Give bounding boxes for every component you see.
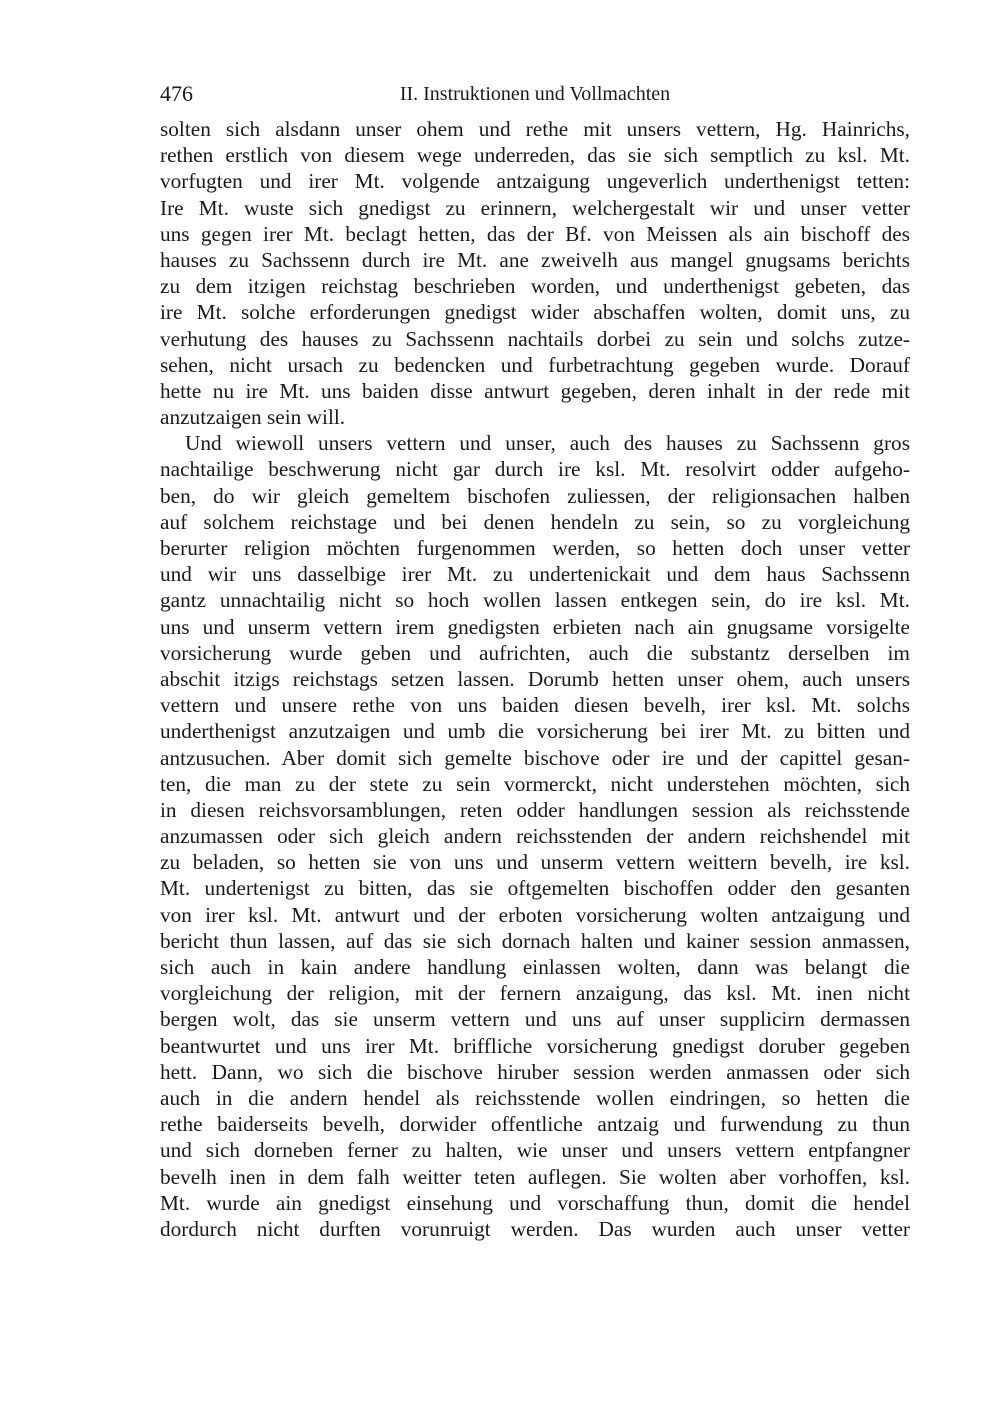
text-line: Mt. undertenigst zu bitten, das sie oftgemelten bischoffen odder den gesanten (160, 876, 910, 901)
text-line: vorfugten und irer Mt. volgende antzaigung ungeverlich underthenigst tetten: (160, 169, 910, 194)
paragraphs (160, 116, 910, 1242)
text-line: von irer ksl. Mt. antwurt und der erboten vorsicherung wolten antzaigung und (160, 902, 910, 927)
text-line: bergen wolt, das sie unserm vettern und uns auf unser supplicirn dermassen (160, 1007, 910, 1032)
text-line: ten, die man zu der stete zu sein vormerckt, nicht understehen möchten, sich (160, 771, 910, 796)
text-line: zu dem itzigen reichstag beschrieben worden, und underthenigst gebeten, das (160, 274, 910, 299)
running-header (160, 80, 910, 108)
page-number: 476 (160, 81, 193, 106)
text-line: sehen, nicht ursach zu bedencken und furbetrachtung gegeben wurde. Dorauf (160, 352, 910, 377)
text-line: hette nu ire Mt. uns baiden disse antwurt gegeben, deren inhalt in der rede mit (160, 378, 910, 403)
text-line: nachtailige beschwerung nicht gar durch ire ksl. Mt. resolvirt odder aufgeho- (160, 457, 910, 482)
running-title: II. Instruktionen und Vollmachten (399, 83, 671, 105)
text-line: antzusuchen. Aber domit sich gemelte bischove oder ire und der capittel gesan- (160, 745, 910, 770)
text-line: und wir uns dasselbige irer Mt. zu undertenickait und dem haus Sachssenn (160, 562, 910, 587)
body-text (160, 116, 910, 1242)
text-line: anzutzaigen sein will. (160, 405, 346, 430)
text-line: hauses zu Sachssenn durch ire Mt. ane zweivelh aus mangel gnugsams berichts (160, 247, 910, 272)
text-line: underthenigst anzutzaigen und umb die vorsicherung bei irer Mt. zu bitten und (160, 719, 910, 744)
text-line: uns und unserm vettern irem gnedigsten erbieten nach ain gnugsame vorsigelte (160, 614, 910, 639)
text-line: verhutung des hauses zu Sachssenn nachtails dorbei zu sein und solchs zutze- (160, 326, 910, 351)
text-line: bevelh inen in dem falh weitter teten auflegen. Sie wolten aber vorhoffen, ksl. (160, 1164, 910, 1189)
text-line: solten sich alsdann unser ohem und rethe mit unsers vettern, Hg. Hainrichs, (160, 117, 910, 141)
text-line: gantz unnachtailig nicht so hoch wollen lassen entkegen sein, do ire ksl. Mt. (160, 588, 910, 613)
text-line: in diesen reichsvorsamblungen, reten odder handlungen session als reichsstende (160, 797, 910, 822)
text-line: bericht thun lassen, auf das sie sich dornach halten und kainer session anmassen, (160, 928, 910, 953)
paragraph (160, 430, 910, 1242)
text-line: sich auch in kain andere handlung einlassen wolten, dann was belangt die (160, 955, 910, 979)
text-line: Ire Mt. wuste sich gnedigst zu erinnern, welchergestalt wir und unser vetter (160, 195, 910, 220)
text-line: Mt. wurde ain gnedigst einsehung und vorschaffung thun, domit die hendel (160, 1190, 910, 1215)
text-line: vorgleichung der religion, mit der fernern anzaigung, das ksl. Mt. inen nicht (160, 981, 910, 1006)
text-line: auch in die andern hendel als reichsstende wollen eindringen, so hetten die (160, 1085, 910, 1110)
text-line: vettern und unsere rethe von uns baiden diesen bevelh, irer ksl. Mt. solchs (160, 693, 910, 718)
text-line: beantwurtet und uns irer Mt. briffliche vorsicherung gnedigst doruber gegeben (160, 1033, 910, 1058)
text-line: abschit itzigs reichstags setzen lassen. Dorumb hetten unser ohem, auch unsers (160, 666, 910, 691)
text-line: rethe baiderseits bevelh, dorwider offentliche antzaig und furwendung zu thun (160, 1112, 910, 1137)
text-line: dordurch nicht durften vorunruigt werden. Das wurden auch unser vetter (160, 1216, 910, 1241)
text-line: hett. Dann, wo sich die bischove hiruber session werden anmassen oder sich (160, 1059, 910, 1084)
text-line: vorsicherung wurde geben und aufrichten, auch die substantz derselben im (160, 640, 910, 665)
text-line: ben, do wir gleich gemeltem bischofen zuliessen, der religionsachen halben (160, 483, 910, 508)
text-line: und sich dorneben ferner zu halten, wie unser und unsers vettern entpfangner (160, 1138, 910, 1163)
text-line: anzumassen oder sich gleich andern reichsstenden der andern reichshendel mit (160, 824, 910, 849)
text-line: ire Mt. solche erforderungen gnedigst wider abschaffen wolten, domit uns, zu (160, 300, 910, 325)
text-line: Und wiewoll unsers vettern und unser, auch des hauses zu Sachssenn gros (185, 431, 910, 456)
text-line: rethen erstlich von diesem wege underreden, das sie sich semptlich zu ksl. Mt. (160, 143, 910, 168)
text-line: uns gegen irer Mt. beclagt hetten, das der Bf. von Meissen als ain bischoff des (160, 221, 910, 246)
paragraph (160, 116, 910, 430)
text-line: auf solchem reichstage und bei denen hendeln zu sein, so zu vorgleichung (160, 509, 910, 534)
text-line: berurter religion möchten furgenommen werden, so hetten doch unser vetter (160, 536, 910, 560)
text-line: zu beladen, so hetten sie von uns und unserm vettern weittern bevelh, ire ksl. (160, 850, 910, 875)
